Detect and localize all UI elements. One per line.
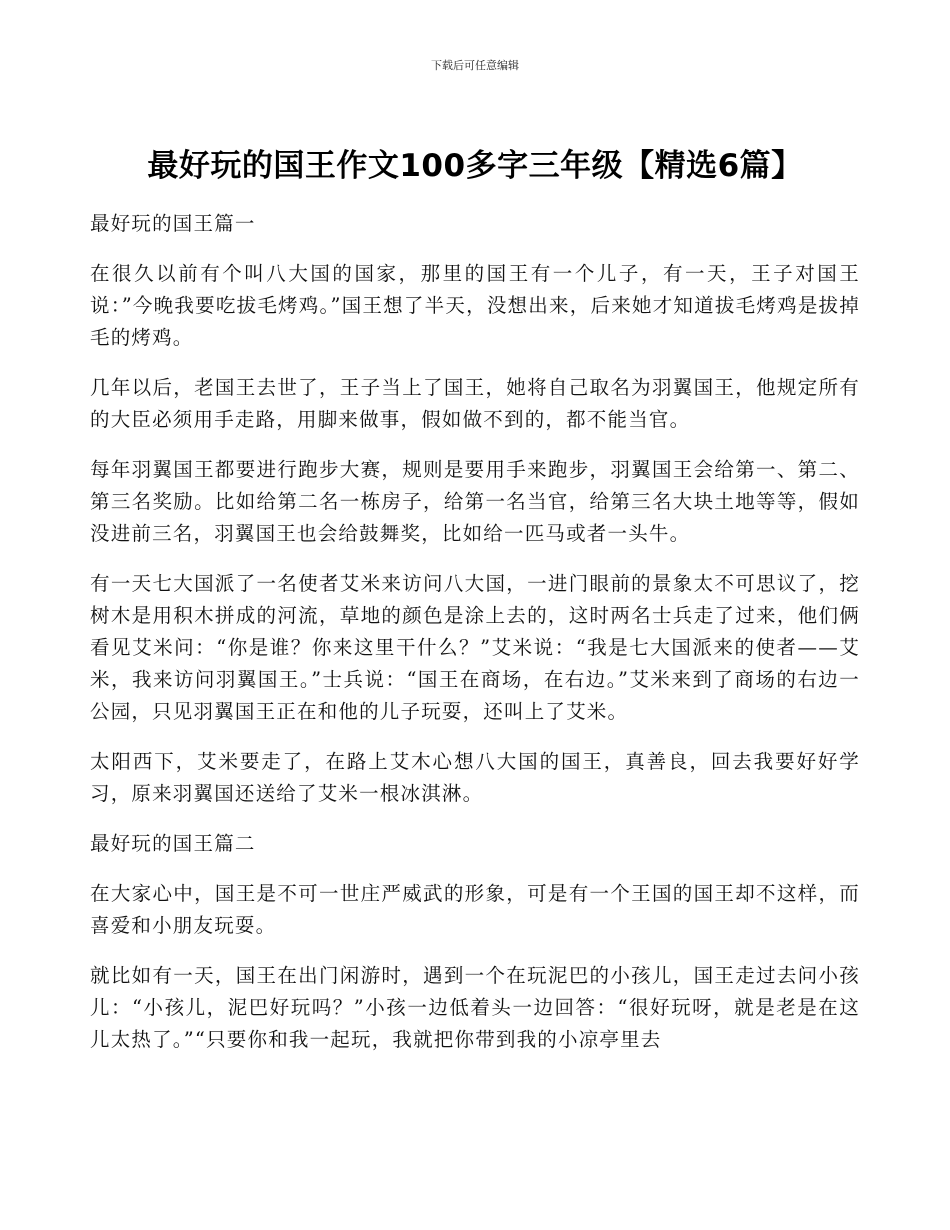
page-title: 最好玩的国王作文100多字三年级【精选6篇】: [147, 148, 803, 184]
paragraph: 有一天七大国派了一名使者艾米来访问八大国，一进门眼前的景象太不可思议了，挖树木是用积木拼成的河流，草地的颜色是涂上去的，这时两名士兵走了过来，他们俩看见艾米问：“你是谁？你来这里干什么？”艾米说：“我是七大国派来的使者——艾米，我来访问羽翼国王。”士兵说：“国王在商场，在右边。”艾米来到了商场的右边一公园，只见羽翼国王正在和他的儿子玩耍，还叫上了艾米。: [90, 572, 860, 723]
paragraph: 几年以后，老国王去世了，王子当上了国王，她将自己取名为羽翼国王，他规定所有的大臣必须用手走路，用脚来做事，假如做不到的，都不能当官。: [90, 376, 860, 431]
paragraph: 在很久以前有个叫八大国的国家，那里的国王有一个儿子，有一天，王子对国王说：”今晚我要吃拔毛烤鸡。”国王想了半天，没想出来，后来她才知道拔毛烤鸡是拔掉毛的烤鸡。: [90, 262, 860, 349]
document-body: [90, 208, 860, 1074]
section-heading-1: 最好玩的国王篇一: [90, 212, 256, 235]
paragraph: 在大家心中，国王是不可一世庄严威武的形象，可是有一个王国的国王却不这样，而喜爱和小朋友玩耍。: [90, 882, 860, 937]
paragraph: 太阳西下，艾米要走了，在路上艾木心想八大国的国王，真善良，回去我要好好学习，原来羽翼国还送给了艾米一根冰淇淋。: [90, 750, 860, 805]
paragraph: 就比如有一天，国王在出门闲游时，遇到一个在玩泥巴的小孩儿，国王走过去问小孩儿：“小孩儿，泥巴好玩吗？”小孩一边低着头一边回答：“很好玩呀，就是老是在这儿太热了。”“只要你和我一起玩，我就把你带到我的小凉亭里去: [90, 964, 860, 1051]
paragraph: 每年羽翼国王都要进行跑步大赛，规则是要用手来跑步，羽翼国王会给第一、第二、第三名奖励。比如给第二名一栋房子，给第一名当官，给第三名大块土地等等，假如没进前三名，羽翼国王也会给鼓舞奖，比如给一匹马或者一头牛。: [90, 458, 860, 545]
section-heading-2: 最好玩的国王篇二: [90, 832, 256, 855]
header-note: 下载后可任意编辑: [431, 59, 519, 72]
